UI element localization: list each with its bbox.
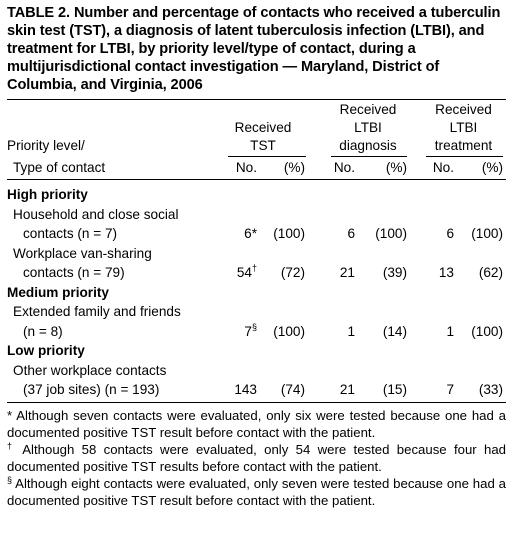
diagnosis-pct-cell: (14) — [382, 323, 407, 339]
footnote-mark: * — [7, 407, 13, 423]
tst-no-cell — [219, 224, 257, 244]
section-heading: Medium priority — [7, 284, 109, 300]
tst-no-cell — [219, 322, 257, 342]
row-label-line-2: contacts (n = 7) — [23, 226, 118, 241]
diagnosis-group-heading-line-2: LTBI — [354, 120, 382, 135]
table-row — [7, 224, 506, 244]
treatment-no-cell: 6 — [446, 226, 454, 241]
diagnosis-no-cell: 21 — [339, 265, 355, 280]
tst-group-heading-line-1: Received — [234, 120, 292, 135]
diagnosis-group-underline — [331, 156, 407, 157]
footnote — [7, 475, 506, 509]
tst-no-value: 143 — [234, 382, 257, 397]
diagnosis-group-heading-line-1: Received — [339, 102, 397, 117]
treatment-pct-cell: (100) — [471, 323, 503, 339]
table-title: TABLE 2. Number and percentage of contacts who received a tuberculin skin test (TST), a diagnosis of latent tuberculosis infection (LTBI), and treatment for LTBI, by priority level/type of contact, during a multijurisdictional contact investigation — Maryland, District of Columbia, and Virginia, 2006 — [7, 5, 501, 93]
footnote — [7, 441, 506, 475]
diagnosis-no-cell: 1 — [347, 323, 355, 339]
footnote — [7, 407, 506, 441]
footnote-mark: * — [251, 226, 257, 241]
row-header-line-2: Type of contact — [13, 160, 106, 175]
table-row — [7, 302, 506, 322]
tst-no-cell — [219, 380, 257, 400]
row-label-line-2: (37 job sites) (n = 193) — [23, 382, 160, 397]
diagnosis-no-cell: 21 — [339, 382, 355, 397]
treatment-no-cell: 1 — [446, 323, 454, 339]
table-row — [7, 380, 506, 400]
treatment-pct-cell: (33) — [478, 382, 503, 397]
footnote-text: Although seven contacts were evaluated, only six were tested because one had a documented positive TST result before contact with the patient. — [7, 407, 506, 440]
tst-no-value: 7 — [244, 323, 252, 339]
diagnosis-pct-cell: (100) — [375, 226, 407, 241]
treatment-pct-cell: (62) — [478, 265, 503, 280]
footnote-mark: § — [7, 474, 13, 485]
footnote-text: Although 58 contacts were evaluated, only 54 were tested because four had documented positive TST results before contact with the patient. — [7, 441, 506, 474]
column-header-row — [7, 158, 506, 178]
treatment-group-heading-line-2: LTBI — [449, 120, 478, 135]
treatment-group-underline — [426, 156, 503, 157]
tst-pct-header: (%) — [283, 160, 305, 175]
table-row — [7, 244, 506, 264]
tst-pct-cell: (74) — [280, 382, 305, 397]
tst-group-underline — [228, 156, 306, 157]
diagnosis-pct-header: (%) — [385, 160, 407, 175]
treatment-group-heading-line-3: treatment — [434, 138, 493, 153]
treatment-no-cell: 7 — [446, 382, 454, 397]
row-label-line-1: Household and close social — [13, 206, 179, 222]
table-header — [7, 100, 506, 158]
diagnosis-pct-cell: (15) — [382, 382, 407, 397]
tst-pct-cell: (72) — [280, 265, 305, 280]
tst-no-value: 54 — [236, 265, 252, 280]
row-header-line-1: Priority level/ — [7, 138, 85, 153]
tst-group-heading-line-2: TST — [250, 138, 276, 153]
section-heading: High priority — [7, 187, 88, 202]
treatment-no-header: No. — [432, 160, 454, 175]
table-row — [7, 322, 506, 342]
treatment-group-heading-line-1: Received — [435, 102, 492, 117]
row-label-line-1: Workplace van-sharing — [13, 245, 152, 261]
treatment-pct-cell: (100) — [471, 226, 503, 241]
table-bottom-rule — [7, 402, 506, 403]
diagnosis-pct-cell: (39) — [382, 265, 407, 280]
row-label-line-2: (n = 8) — [23, 323, 63, 339]
diagnosis-no-cell: 6 — [347, 226, 355, 241]
diagnosis-group-heading-line-3: diagnosis — [339, 138, 397, 153]
row-label-line-1: Other workplace contacts — [13, 362, 167, 378]
table-row — [7, 361, 506, 381]
tst-pct-cell: (100) — [273, 323, 305, 339]
footnote-mark: † — [251, 263, 257, 273]
table-row — [7, 205, 506, 225]
table-row — [7, 263, 506, 283]
row-label-line-2: contacts (n = 79) — [23, 265, 125, 280]
footnote-mark: † — [7, 440, 16, 451]
tst-no-header: No. — [235, 160, 257, 175]
treatment-pct-header: (%) — [481, 160, 503, 175]
footnotes — [7, 407, 506, 509]
section-heading: Low priority — [7, 343, 85, 358]
tst-pct-cell: (100) — [273, 226, 305, 241]
row-label-line-1: Extended family and friends — [13, 304, 181, 319]
treatment-no-cell: 13 — [438, 265, 454, 280]
tst-no-value: 6 — [244, 226, 252, 241]
footnote-mark: § — [251, 321, 257, 332]
tst-no-cell — [219, 263, 257, 283]
diagnosis-no-header: No. — [333, 160, 355, 175]
footnote-text: Although eight contacts were evaluated, only seven were tested because one had a documented positive TST result before contact with the patient. — [7, 475, 506, 508]
